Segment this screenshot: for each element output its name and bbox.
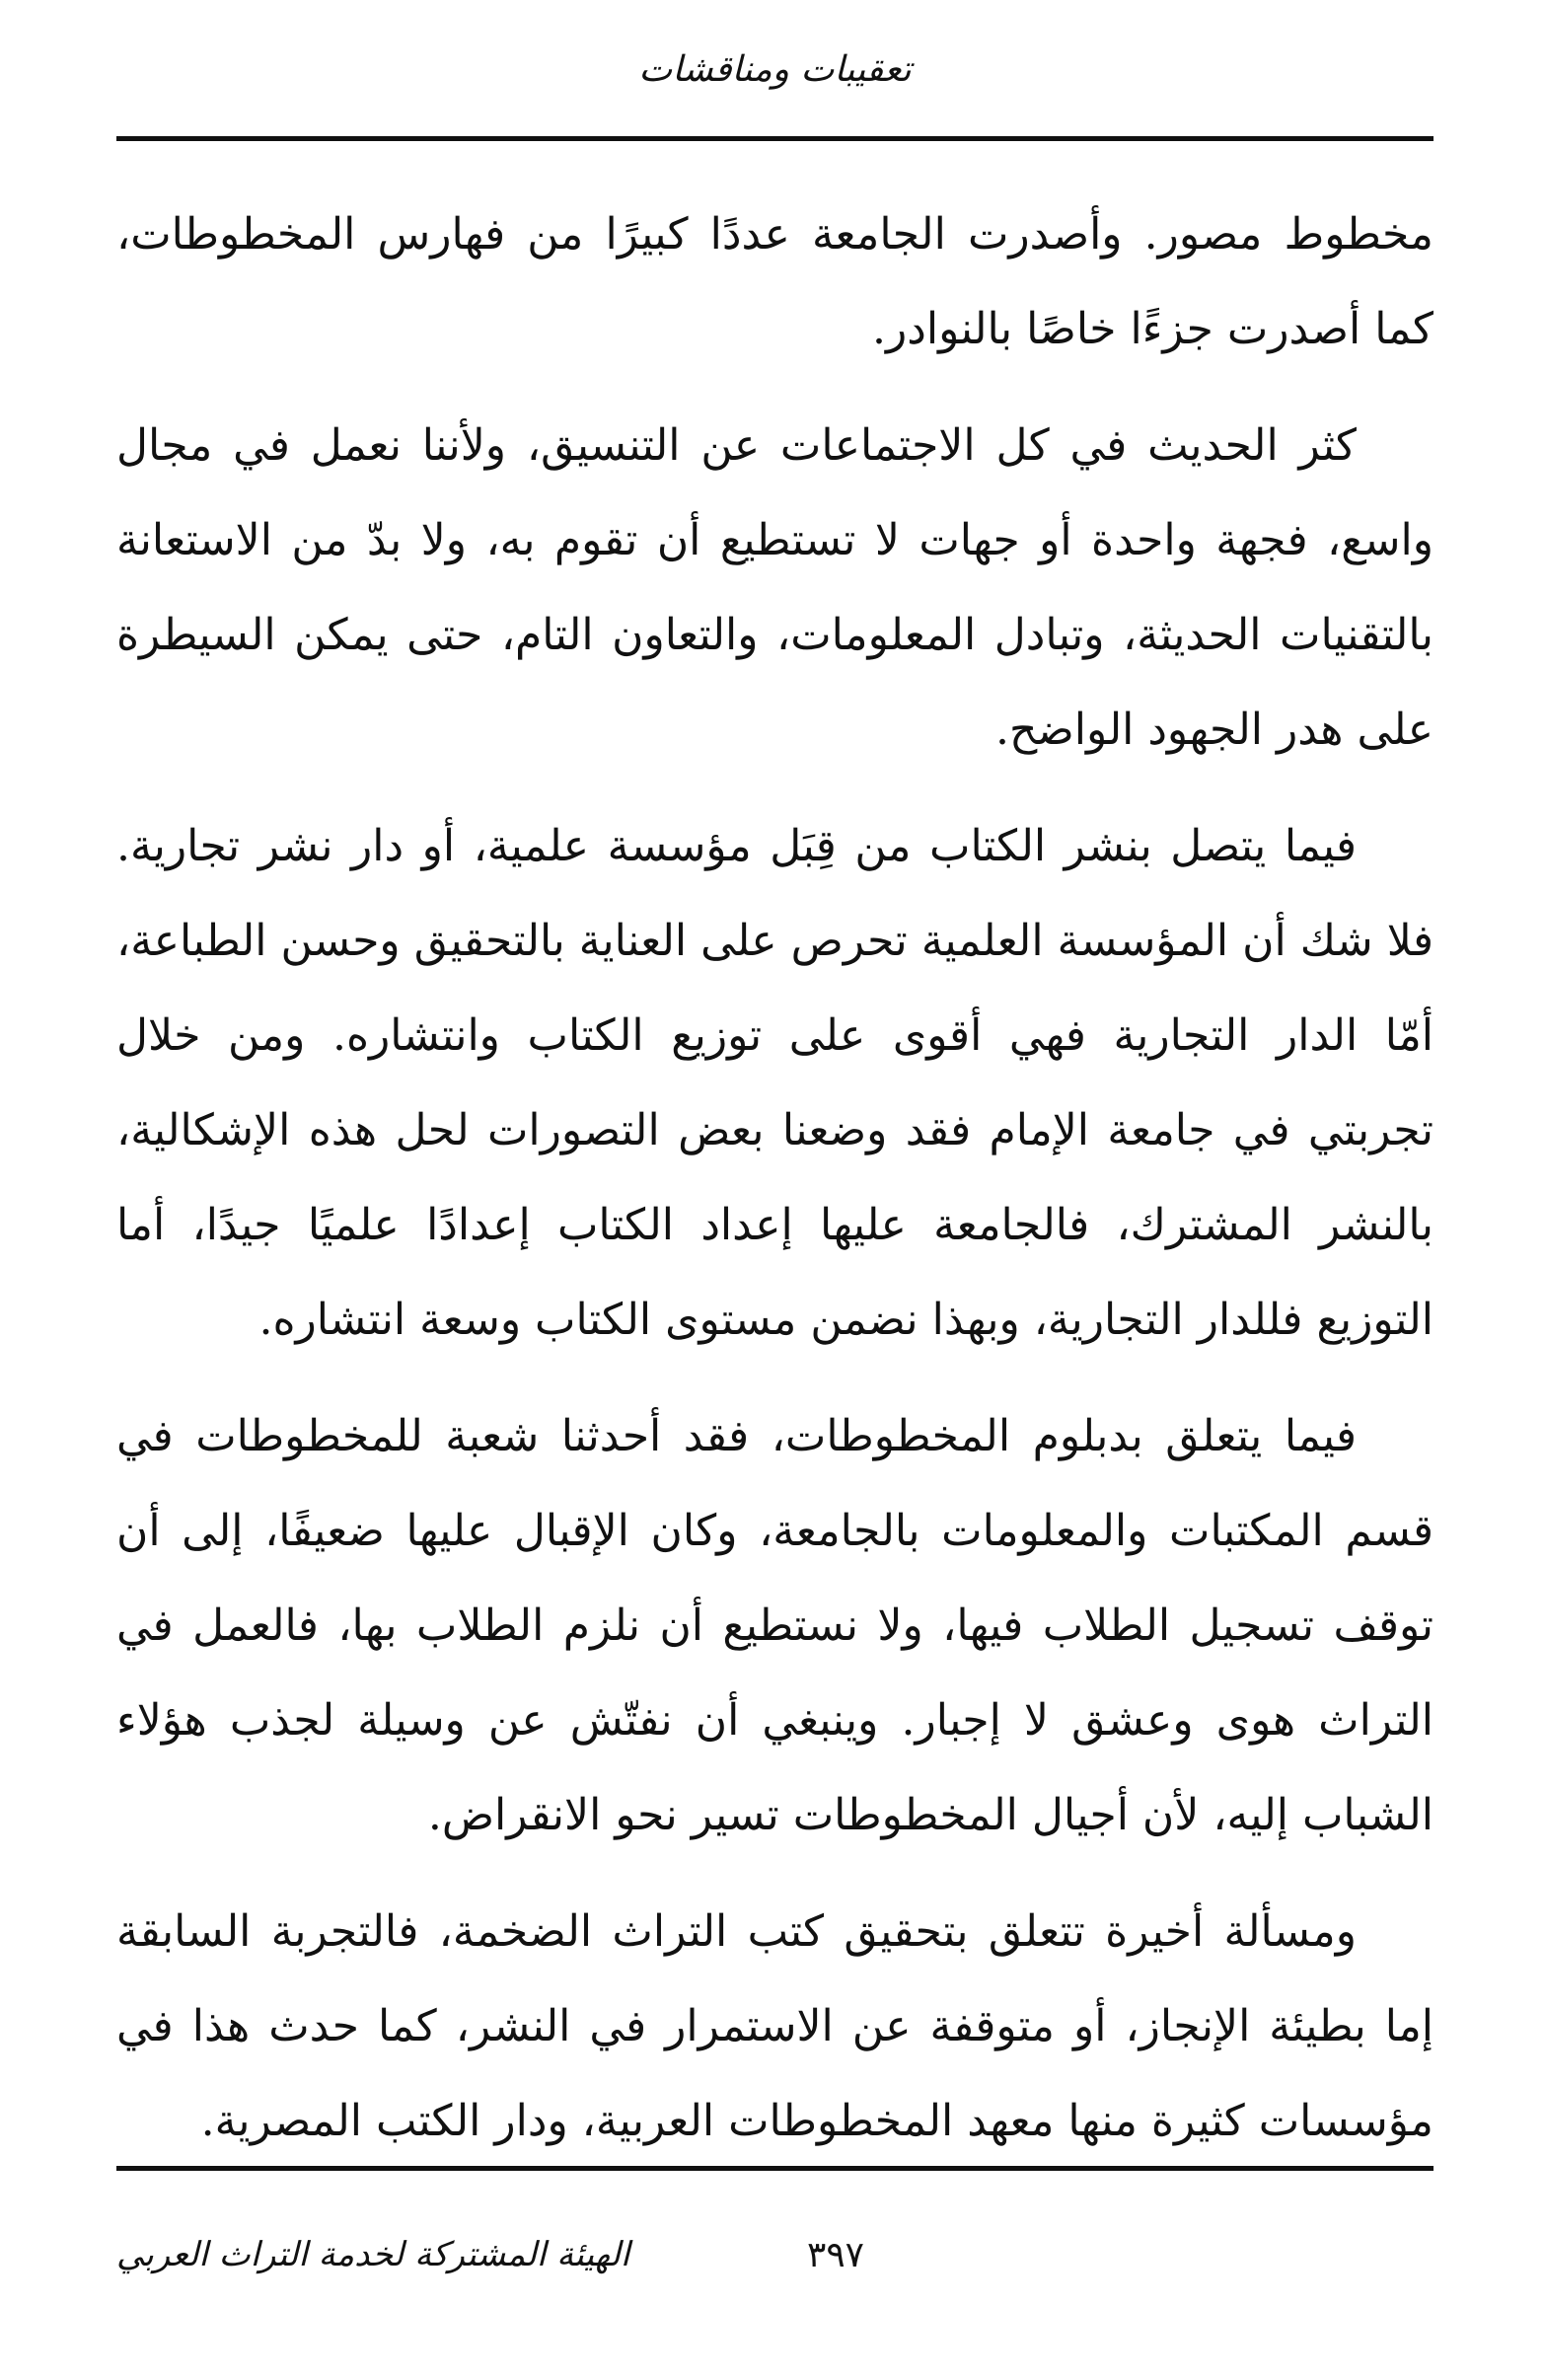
paragraph-4: فيما يتعلق بدبلوم المخطوطات، فقد أحدثنا شعبة للمخطوطات في قسم المكتبات والمعلومات بالجامعة، وكان الإقبال عليها ضعيفًا، إلى أن توقف تسجيل الطلاب فيها، ولا نستطيع أن نلزم الطلاب بها، فالعمل في التراث هوى وعشق لا إجبار. وينبغي أن نفتّش عن وسيلة لجذب هؤلاء الشباب إليه، لأن أجيال المخطوطات تسير نحو الانقراض. bbox=[116, 1411, 1434, 1840]
page-number: ٣٩٧ bbox=[807, 2235, 865, 2275]
paragraph-1: مخطوط مصور. وأصدرت الجامعة عددًا كبيرًا من فهارس المخطوطات، كما أصدرت جزءًا خاصًا بالنوادر. bbox=[116, 209, 1434, 354]
paragraph-3: فيما يتصل بنشر الكتاب من قِبَل مؤسسة علمية، أو دار نشر تجارية. فلا شك أن المؤسسة العلمية تحرص على العناية بالتحقيق وحسن الطباعة، أمّا الدار التجارية فهي أقوى على توزيع الكتاب وانتشاره. ومن خلال تجربتي في جامعة الإمام فقد وضعنا بعض التصورات لحل هذه الإشكالية، بالنشر المشترك، فالجامعة عليها إعداد الكتاب إعدادًا علميًا جيدًا، أما التوزيع فللدار التجارية، وبهذا نضمن مستوى الكتاب وسعة انتشاره. bbox=[116, 821, 1434, 1345]
page-footer bbox=[116, 2235, 1434, 2294]
footer-rule bbox=[116, 2166, 1434, 2171]
footer-organization: الهيئة المشتركة لخدمة التراث العربي bbox=[116, 2235, 630, 2274]
running-header: تعقيبات ومناقشات bbox=[638, 49, 912, 90]
body-text bbox=[116, 187, 1434, 2191]
paragraph-5: ومسألة أخيرة تتعلق بتحقيق كتب التراث الضخمة، فالتجربة السابقة إما بطيئة الإنجاز، أو متوقفة عن الاستمرار في النشر، كما حدث هذا في مؤسسات كثيرة منها معهد المخطوطات العربية، ودار الكتب المصرية. bbox=[116, 1906, 1434, 2146]
paragraph-2: كثر الحديث في كل الاجتماعات عن التنسيق، ولأننا نعمل في مجال واسع، فجهة واحدة أو جهات لا تستطيع أن تقوم به، ولا بدّ من الاستعانة بالتقنيات الحديثة، وتبادل المعلومات، والتعاون التام، حتى يمكن السيطرة على هدر الجهود الواضح. bbox=[116, 420, 1434, 755]
header-rule bbox=[116, 136, 1434, 141]
